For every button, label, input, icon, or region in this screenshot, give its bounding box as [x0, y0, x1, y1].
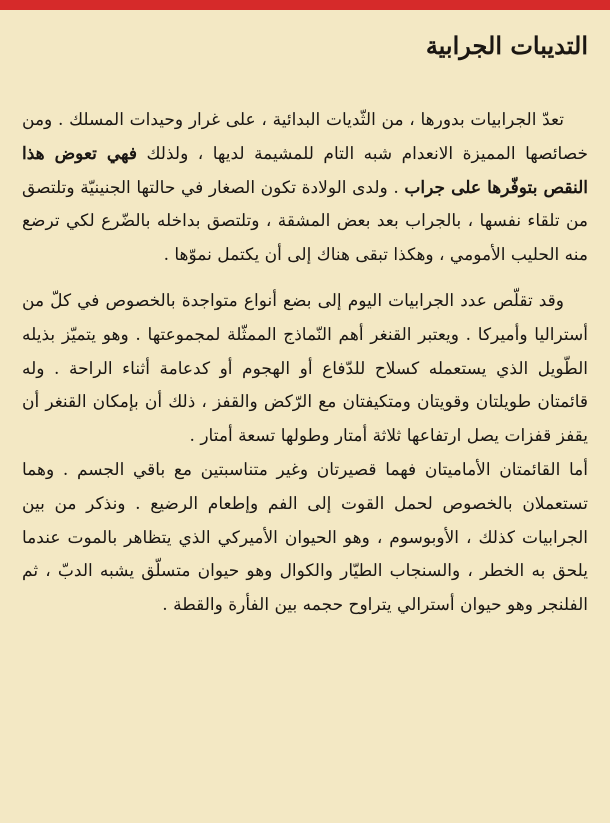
paragraph-1-bold-text: فهي تعوض هذا النقص بتوفّرها على جراب: [22, 143, 588, 198]
top-accent-bar: [0, 0, 610, 10]
article-paragraph-3: أما القائمتان الأماميتان فهما قصيرتان وغير متناسبتين مع باقي الجسم . وهما تستعملان بالخصوص لحمل القوت إلى الفم وإطعام الرضيع . ونذكر من بين الجرابيات كذلك ، الأوبوسوم ، وهو الحيوان الأميركي الذي يتظاهر بالموت عندما يلحق به الخطر ، والسنجاب الطيّار والكوال وهو حيوان متسلّق يشبه الدبّ ، ثم الفلنجر وهو حيوان أسترالي يتراوح حجمه بين الفأرة والقطة .: [22, 459, 588, 616]
article-page: [0, 10, 610, 823]
article-title: التديبات الجرابية: [425, 31, 588, 60]
paragraph-1-text-a: تعدّ الجرابيات بدورها ، من الثّديات البدائية ، على غرار وحيدات المسلك . ومن خصائصها المميزة الانعدام شبه التام للمشيمة لديها ، ولذلك: [22, 110, 588, 164]
article-paragraph-2: وقد تقلّص عدد الجرابيات اليوم إلى بضع أنواع متواجدة بالخصوص في كلّ من أستراليا وأميركا . ويعتبر القنغر أهم النّماذج الممثّلة لمجموعتها . وهو يتميّز بذيله الطّويل الذي يستعمله كسلاح للدّفاع أو الهجوم أو كدعامة أثناء الراحة . وله قائمتان طويلتان وقويتان ومتكيفتان مع الرّكض والقفز ، ذلك أن بإمكان القنغر أن يقفز قفزات يصل ارتفاعها ثلاثة أمتار وطولها تسعة أمتار .: [22, 290, 588, 447]
paragraph-1-text-b: . ولدى الولادة تكون الصغار في حالتها الجنينيّة وتلتصق من تلقاء نفسها ، بالجراب بعد بعض المشقة ، وتلتصق بداخله بالضّرع لكي ترضع منه الحليب الأمومي ، وهكذا تبقى هناك إلى أن يكتمل نموّها .: [22, 177, 588, 266]
article-paragraph-1: [22, 104, 588, 273]
